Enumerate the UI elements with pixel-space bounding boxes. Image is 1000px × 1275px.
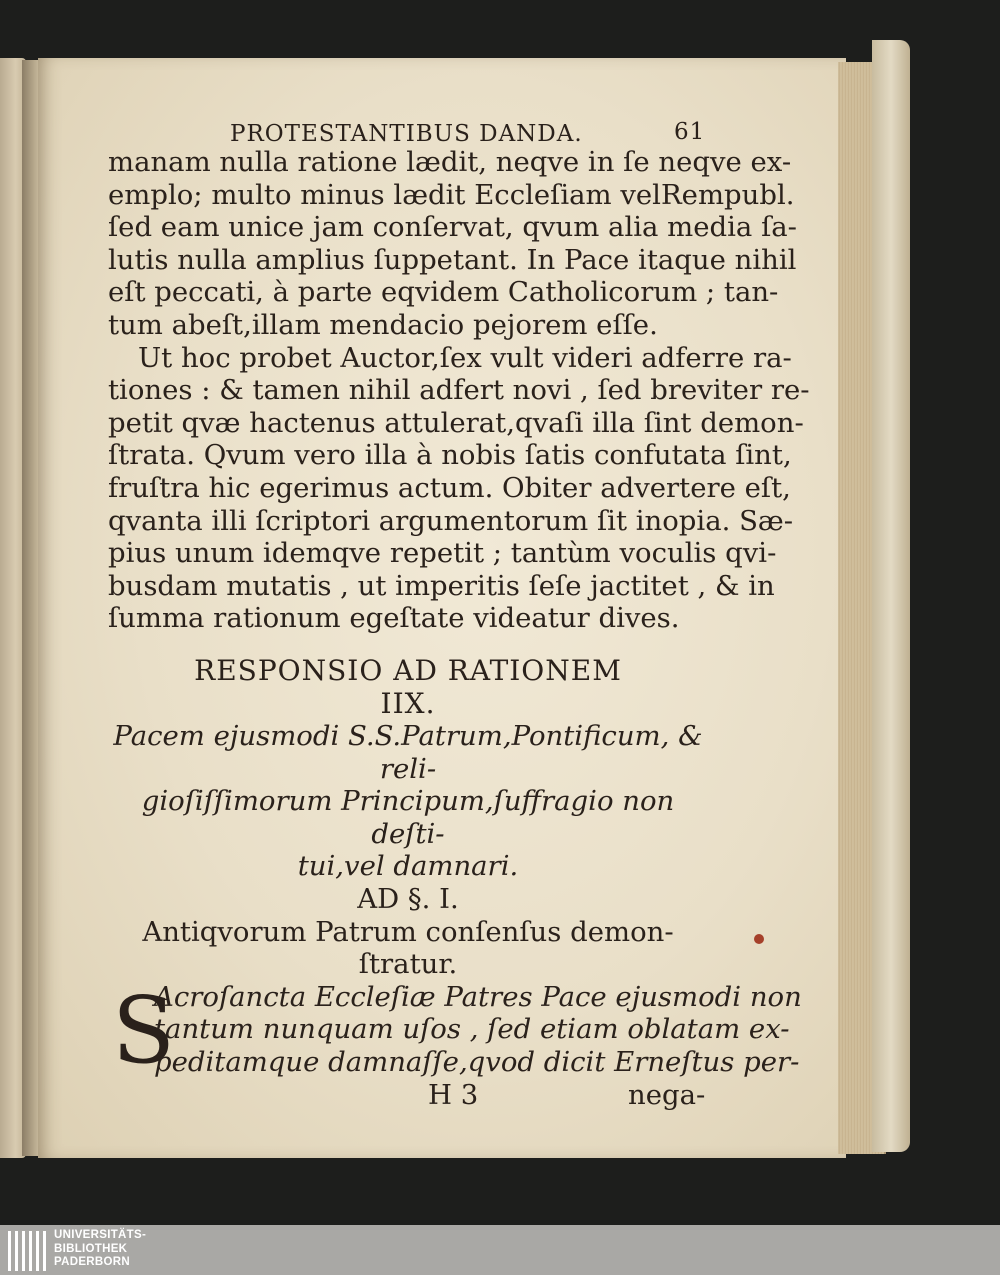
logo-line: PADERBORN	[54, 1256, 130, 1268]
text-line: tantum nunquam uſos , ſed etiam oblatam ex-	[154, 1013, 790, 1046]
logo-line: BIBLIOTHEK	[54, 1242, 128, 1255]
heading-line: IIX.	[380, 686, 436, 720]
heading-line: RESPONSIO AD RATIONEM	[194, 653, 622, 687]
section-number: AD §. I.	[357, 883, 459, 916]
text-line: Ut hoc probet Auctor,ſex vult videri adferre ra-	[138, 341, 792, 374]
page-text	[108, 112, 810, 1113]
library-logo-icon	[8, 1231, 46, 1271]
text-line: tum abeſt,illam mendacio pejorem eſſe.	[108, 308, 658, 341]
subheading-line: Antiqvorum Patrum conſenſus demon-	[142, 915, 674, 948]
paragraph-2	[108, 341, 810, 635]
text-line: fruſtra hic egerimus actum. Obiter advertere eſt,	[108, 471, 791, 504]
ink-spot	[754, 934, 764, 944]
book-cover	[872, 40, 910, 1152]
thesis-line: Pacem ejusmodi S.S.Patrum,Pontificum, & reli-	[113, 720, 703, 785]
library-logo-text	[54, 1229, 146, 1270]
thesis-line: gioſiſſimorum Principum,ſuffragio non deſti-	[141, 785, 675, 850]
subheading-line: ſtratur.	[358, 948, 458, 981]
text-line: ſumma rationum egeſtate videatur dives.	[108, 602, 680, 635]
page-header	[108, 112, 708, 146]
signature-mark: H 3	[428, 1078, 479, 1111]
section-heading	[108, 655, 708, 720]
text-line: petit qvæ hactenus attulerat,qvaſi illa ſint demon-	[108, 406, 804, 439]
running-head: PROTESTANTIBUS DANDA.	[230, 121, 583, 147]
text-line: ſtrata. Qvum vero illa à nobis ſatis confutata ſint,	[108, 439, 792, 472]
page-number: 61	[674, 119, 706, 145]
library-logo-bar	[0, 1225, 1000, 1275]
text-line: qvanta illi ſcriptori argumentorum ſit inopia. Sæ-	[108, 504, 794, 537]
paragraph-1	[108, 146, 797, 342]
text-line: busdam mutatis , ut imperitis ſeſe jactitet , & in	[108, 569, 775, 602]
logo-line: UNIVERSITÄTS-	[54, 1229, 147, 1241]
thesis-line: tui,vel damnari.	[297, 850, 519, 883]
drop-cap-initial: S	[112, 976, 176, 1084]
text-line: emplo; multo minus lædit Eccleſiam velRempubl.	[108, 178, 795, 211]
text-line: pius unum idemqve repetit ; tantùm voculis qvi-	[108, 537, 777, 570]
text-line: eſt peccati, à parte eqvidem Catholicorum ; tan-	[108, 276, 779, 309]
paragraph-3	[108, 976, 802, 1084]
text-line: peditamque damnaſſe,qvod dicit Erneſtus per-	[154, 1046, 800, 1079]
text-line: lutis nulla amplius ſuppetant. In Pace itaque nihil	[108, 243, 797, 276]
text-line: Acroſancta Eccleſiæ Patres Pace ejusmodi non	[154, 980, 802, 1013]
subheading	[108, 916, 708, 981]
catchword: nega-	[628, 1078, 706, 1111]
page-footer	[108, 1079, 708, 1113]
text-line: tiones : & tamen nihil adfert novi , ſed breviter re-	[108, 374, 810, 407]
thesis-text	[108, 720, 708, 883]
text-line: manam nulla ratione lædit, neqve in ſe neqve ex-	[108, 146, 792, 178]
text-line: ſed eam unice jam conſervat, qvum alia media ſa-	[108, 211, 797, 244]
